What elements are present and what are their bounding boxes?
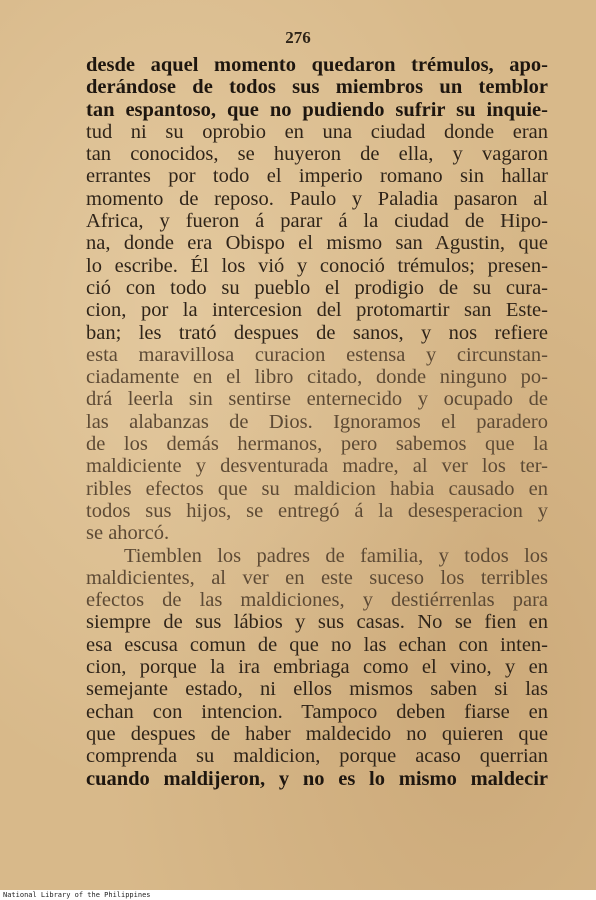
text-line: ció con todo su pueblo el prodigio de su cura- <box>86 276 548 299</box>
text-line: ban; les trató despues de sanos, y nos refiere <box>86 321 548 344</box>
text-line: errantes por todo el imperio romano sin hallar <box>86 165 548 188</box>
text-line: Africa, y fueron á parar á la ciudad de Hipo- <box>86 210 548 233</box>
body-text <box>86 54 548 790</box>
text-line: drá leerla sin sentirse enternecido y ocupado de <box>86 388 548 411</box>
text-line: desde aquel momento quedaron trémulos, apo- <box>86 54 548 76</box>
text-line: esta maravillosa curacion estensa y circunstan- <box>86 343 548 366</box>
text-line: na, donde era Obispo el mismo san Agustin, que <box>86 232 548 255</box>
text-line: semejante estado, ni ellos mismos saben si las <box>86 678 548 701</box>
library-credit: National Library of the Philippines <box>3 891 151 899</box>
text-line: maldicientes, al ver en este suceso los terribles <box>86 566 548 589</box>
text-line: cion, porque la ira embriaga como el vino, y en <box>86 656 548 679</box>
text-line: esa escusa comun de que no las echan con inten- <box>86 633 548 656</box>
page-number: 276 <box>285 28 311 47</box>
text-line: ciadamente en el libro citado, donde ninguno po- <box>86 366 548 389</box>
text-line: comprenda su maldicion, porque acaso querrian <box>86 745 548 768</box>
text-line: tan espantoso, que no pudiendo sufrir su inquie- <box>86 98 548 121</box>
paragraph-start-line: Tiemblen los padres de familia, y todos los <box>124 544 548 567</box>
text-line: efectos de las maldiciones, y destiérrenlas para <box>86 589 548 612</box>
text-line: de los demás hermanos, pero sabemos que la <box>86 433 548 456</box>
text-line: cuando maldijeron, y no es lo mismo maldecir <box>86 767 548 790</box>
text-line: lo escribe. Él los vió y conoció trémulos; presen- <box>86 254 548 277</box>
text-line: tan conocidos, se huyeron de ella, y vagaron <box>86 143 548 166</box>
text-line: siempre de sus lábios y sus casas. No se fien en <box>86 611 548 634</box>
text-line: momento de reposo. Paulo y Paladia pasaron al <box>86 187 548 210</box>
text-line: que despues de haber maldecido no quieren que <box>86 722 548 745</box>
text-line: cion, por la intercesion del protomartir san Este- <box>86 299 548 322</box>
text-line: echan con intencion. Tampoco deben fiarse en <box>86 700 548 723</box>
text-line: todos sus hijos, se entregó á la desesperacion y <box>86 499 548 522</box>
text-line: maldiciente y desventurada madre, al ver los ter- <box>86 455 548 478</box>
text-line: tud ni su oprobio en una ciudad donde eran <box>86 120 548 143</box>
text-line: se ahorcó. <box>86 522 170 545</box>
text-line: ribles efectos que su maldicion habia causado en <box>86 477 548 500</box>
text-line: derándose de todos sus miembros un temblor <box>86 76 548 99</box>
text-line: las alabanzas de Dios. Ignoramos el paradero <box>86 410 548 433</box>
